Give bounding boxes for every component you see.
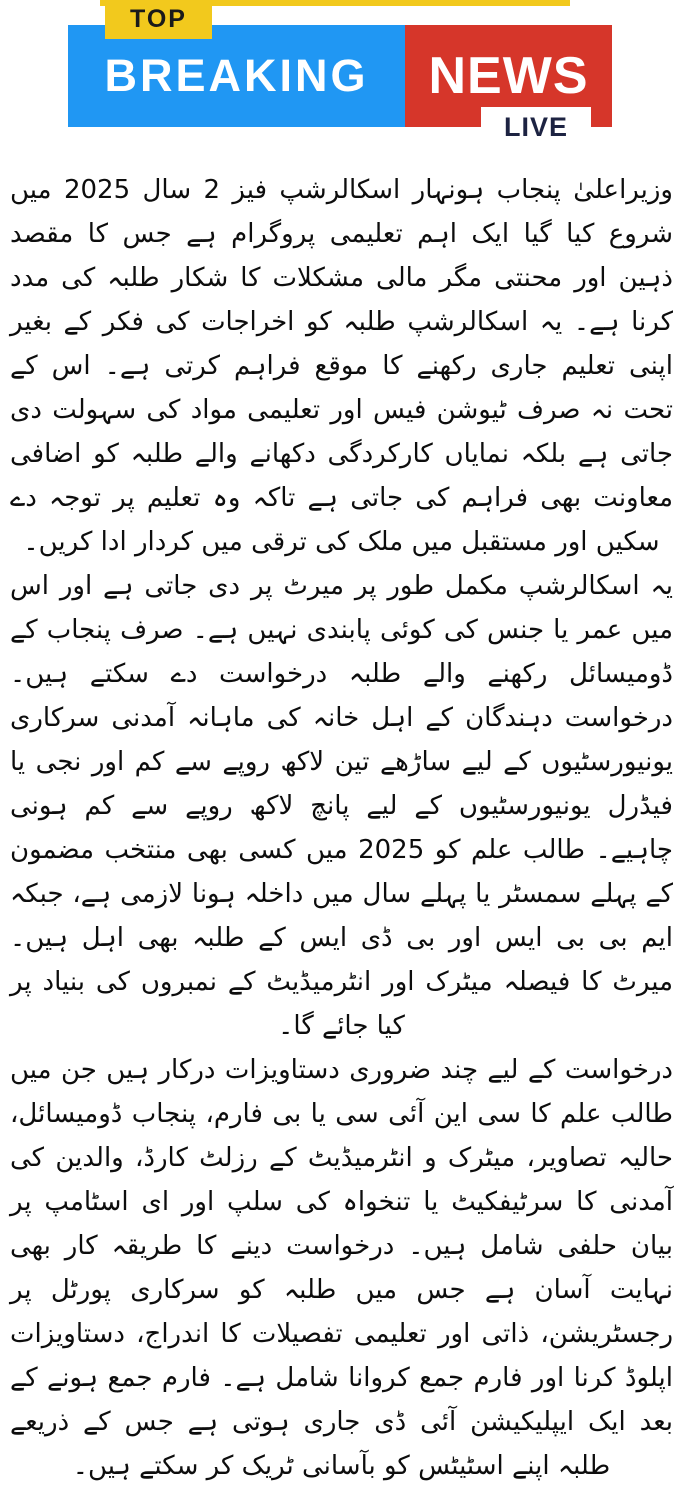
top-label: TOP <box>130 5 187 33</box>
news-label: NEWS <box>428 47 589 105</box>
breaking-label: BREAKING <box>104 50 369 101</box>
article-paragraph-eligibility: یہ اسکالرشپ مکمل طور پر میرٹ پر دی جاتی ہے اور اس میں عمر یا جنس کی کوئی پابندی نہیں ہے۔ صرف پنجاب کے ڈومیسائل رکھنے والے طلبہ درخواست دے سکتے ہیں۔ درخواست دہندگان کے اہل خانہ کی ماہانہ آمدنی سرکاری یونیورسٹیوں کے لیے ساڑھے تین لاکھ روپے سے کم اور نجی یا فیڈرل یونیورسٹیوں کے لیے پانچ لاکھ روپے سے کم ہونی چاہیے۔ طالب علم کو 2025 میں کسی بھی منتخب مضمون کے پہلے سمسٹر یا پہلے سال میں داخلہ ہونا لازمی ہے، جبکہ ایم بی بی ایس اور بی ڈی ایس کے طلبہ بھی اہل ہیں۔ میرٹ کا فیصلہ میٹرک اور انٹرمیڈیٹ کے نمبروں کی بنیاد پر کیا جائے گا۔ <box>10 571 673 1041</box>
breaking-box <box>68 25 405 127</box>
article-body <box>10 152 673 1488</box>
live-box <box>481 107 591 147</box>
article-paragraph-intro: وزیراعلیٰ پنجاب ہونہار اسکالرشپ فیز 2 سال 2025 میں شروع کیا گیا ایک اہم تعلیمی پروگرام ہے جس کا مقصد ذہین اور محنتی مگر مالی مشکلات کا شکار طلبہ کی مدد کرنا ہے۔ یہ اسکالرشپ طلبہ کو اخراجات کی فکر کے بغیر اپنی تعلیم جاری رکھنے کا موقع فراہم کرتی ہے۔ اس کے تحت نہ صرف ٹیوشن فیس اور تعلیمی مواد کی سہولت دی جاتی ہے بلکہ نمایاں کارکردگی دکھانے والے طلبہ کو اضافی معاونت بھی فراہم کی جاتی ہے تاکہ وہ تعلیم پر توجہ دے سکیں اور مستقبل میں ملک کی ترقی میں کردار ادا کریں۔ <box>10 175 673 557</box>
live-label: LIVE <box>503 111 568 142</box>
article-paragraph-documents: درخواست کے لیے چند ضروری دستاویزات درکار ہیں جن میں طالب علم کا سی این آئی سی یا بی فارم، پنجاب ڈومیسائل، حالیہ تصاویر، میٹرک و انٹرمیڈیٹ کے رزلٹ کارڈ، والدین کی آمدنی کا سرٹیفکیٹ یا تنخواہ کی سلپ اور ای اسٹامپ پر بیان حلفی شامل ہیں۔ درخواست دینے کا طریقہ کار بھی نہایت آسان ہے جس میں طلبہ کو سرکاری پورٹل پر رجسٹریشن، ذاتی اور تعلیمی تفصیلات کا اندراج، دستاویزات اپلوڈ کرنا اور فارم جمع کروانا شامل ہے۔ فارم جمع ہونے کے بعد ایک ایپلیکیشن آئی ڈی جاری ہوتی ہے جس کے ذریعے طلبہ اپنے اسٹیٹس کو بآسانی ٹریک کر سکتے ہیں۔ <box>10 1055 673 1481</box>
top-box <box>105 0 212 39</box>
breaking-news-banner <box>0 0 683 152</box>
